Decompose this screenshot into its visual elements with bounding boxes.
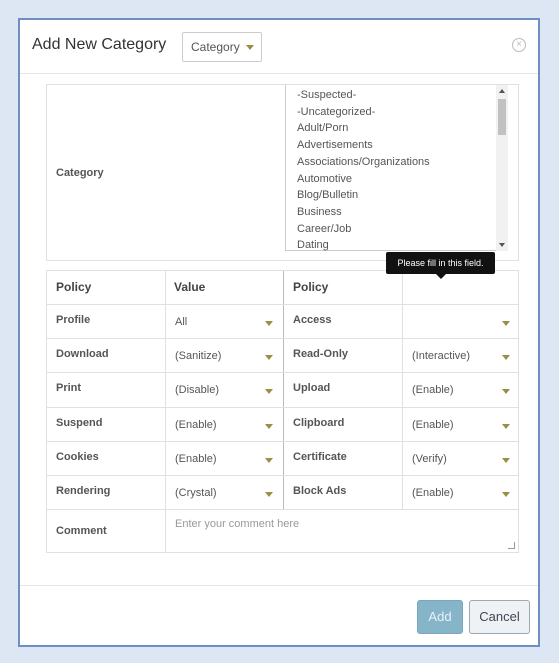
close-icon[interactable]: × bbox=[512, 38, 526, 52]
scroll-down-icon[interactable] bbox=[499, 243, 505, 247]
comment-label: Comment bbox=[56, 525, 107, 537]
header-policy-left: Policy bbox=[56, 280, 92, 294]
policy-label: Certificate bbox=[293, 450, 347, 463]
chevron-down-icon bbox=[502, 389, 510, 394]
policy-label: Clipboard bbox=[293, 416, 345, 429]
chevron-down-icon bbox=[265, 389, 273, 394]
policy-value: (Enable) bbox=[412, 487, 454, 499]
column-divider bbox=[283, 271, 284, 509]
type-select[interactable] bbox=[182, 32, 262, 62]
category-option[interactable]: Blog/Bulletin bbox=[297, 189, 359, 202]
add-button[interactable]: Add bbox=[417, 600, 463, 634]
chevron-down-icon bbox=[265, 355, 273, 360]
category-option[interactable]: -Uncategorized- bbox=[297, 105, 376, 118]
policy-label: Upload bbox=[293, 382, 331, 395]
category-box bbox=[46, 84, 519, 261]
policy-label: Suspend bbox=[56, 416, 103, 429]
dialog-title: Add New Category bbox=[32, 36, 167, 53]
policy-value-select[interactable] bbox=[166, 338, 283, 371]
policy-table bbox=[46, 270, 519, 553]
policy-value: (Interactive) bbox=[412, 350, 471, 363]
policy-value: (Enable) bbox=[412, 418, 454, 431]
policy-value-select[interactable] bbox=[403, 372, 520, 405]
scrollbar[interactable] bbox=[496, 85, 508, 251]
header-value-left: Value bbox=[174, 280, 206, 294]
policy-label: Cookies bbox=[56, 450, 99, 463]
policy-value-select[interactable] bbox=[166, 441, 283, 474]
policy-value: (Enable) bbox=[175, 452, 217, 465]
policy-value: (Enable) bbox=[412, 384, 454, 397]
chevron-down-icon bbox=[265, 458, 273, 463]
policy-value-select[interactable] bbox=[166, 407, 283, 440]
resize-handle-icon[interactable] bbox=[508, 542, 515, 549]
category-listbox[interactable] bbox=[285, 85, 508, 251]
header-policy-right: Policy bbox=[293, 280, 329, 294]
policy-label: Access bbox=[293, 314, 332, 326]
policy-value-select[interactable] bbox=[403, 338, 520, 371]
category-option[interactable]: Business bbox=[297, 205, 342, 218]
cancel-button[interactable]: Cancel bbox=[469, 600, 530, 634]
category-option[interactable]: Automotive bbox=[297, 172, 353, 185]
chevron-down-icon bbox=[502, 458, 510, 463]
chevron-down-icon bbox=[502, 355, 510, 360]
policy-value-select[interactable] bbox=[403, 475, 520, 508]
category-option[interactable]: Advertisements bbox=[297, 139, 373, 152]
policy-value: (Crystal) bbox=[175, 487, 217, 499]
policy-label: Block Ads bbox=[293, 485, 347, 497]
validation-tooltip: Please fill in this field. bbox=[386, 252, 495, 274]
policy-value-select[interactable] bbox=[166, 304, 283, 337]
policy-value: (Enable) bbox=[175, 418, 217, 431]
policy-value-select[interactable] bbox=[166, 475, 283, 508]
chevron-down-icon bbox=[502, 424, 510, 429]
policy-label: Profile bbox=[56, 314, 91, 326]
category-options bbox=[297, 87, 430, 254]
category-option[interactable]: -Suspected- bbox=[297, 89, 357, 101]
category-option[interactable]: Adult/Porn bbox=[297, 122, 349, 135]
type-select-value: Category bbox=[191, 40, 240, 54]
policy-value-select[interactable] bbox=[403, 304, 520, 337]
category-option[interactable]: Career/Job bbox=[297, 222, 352, 235]
policy-value: (Sanitize) bbox=[175, 350, 222, 363]
policy-value: (Disable) bbox=[175, 384, 220, 397]
row-divider bbox=[47, 509, 518, 510]
chevron-down-icon bbox=[265, 424, 273, 429]
policy-value-select[interactable] bbox=[166, 372, 283, 405]
comment-placeholder: Enter your comment here bbox=[175, 518, 300, 530]
scroll-up-icon[interactable] bbox=[499, 89, 505, 93]
policy-label: Rendering bbox=[56, 485, 111, 497]
policy-value: All bbox=[175, 316, 188, 328]
comment-textarea[interactable] bbox=[166, 509, 519, 553]
add-category-dialog bbox=[18, 18, 540, 647]
policy-label: Print bbox=[56, 382, 82, 395]
dialog-header bbox=[20, 20, 538, 74]
category-option[interactable]: Associations/Organizations bbox=[297, 155, 430, 168]
policy-value: (Verify) bbox=[412, 452, 447, 465]
category-option[interactable]: Dating bbox=[297, 239, 329, 252]
chevron-down-icon bbox=[502, 492, 510, 497]
chevron-down-icon bbox=[246, 45, 254, 50]
category-label: Category bbox=[56, 167, 104, 179]
policy-value-select[interactable] bbox=[403, 441, 520, 474]
chevron-down-icon bbox=[502, 321, 510, 326]
chevron-down-icon bbox=[265, 492, 273, 497]
chevron-down-icon bbox=[265, 321, 273, 326]
scroll-thumb[interactable] bbox=[498, 99, 506, 135]
policy-label: Read-Only bbox=[293, 348, 349, 361]
policy-value-select[interactable] bbox=[403, 407, 520, 440]
policy-label: Download bbox=[56, 348, 109, 361]
footer-divider bbox=[20, 585, 538, 586]
